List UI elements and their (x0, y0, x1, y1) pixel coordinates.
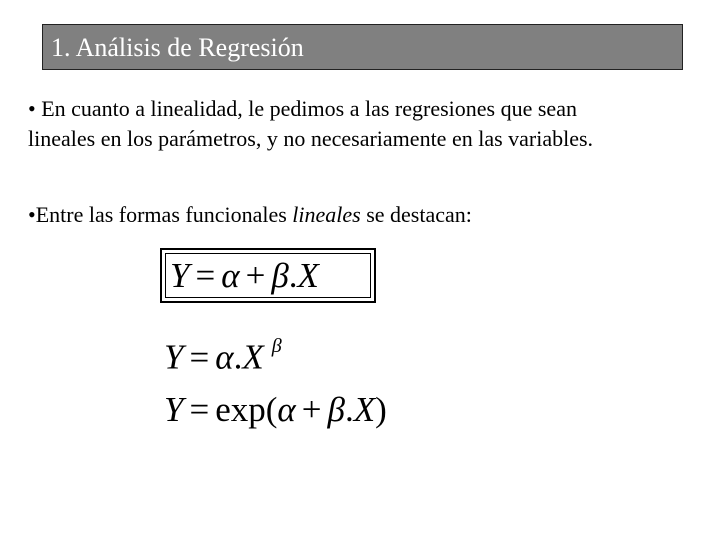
formula-2-equals: = (189, 337, 210, 377)
formula-1-beta: β (271, 256, 289, 295)
bullet-marker: • (28, 202, 36, 227)
formula-exponential (164, 390, 387, 430)
formula-3-alpha: α (277, 390, 296, 429)
formula-2-alpha: α (215, 337, 234, 377)
formula-1-x: X (297, 256, 319, 295)
bullet-marker: • (28, 96, 36, 121)
bullet-2-text-after: se destacan: (360, 202, 472, 227)
slide-title-bar (42, 24, 683, 70)
formula-3-y: Y (164, 390, 184, 429)
slide-title: 1. Análisis de Regresión (51, 33, 304, 62)
formula-2-y: Y (164, 337, 184, 377)
formula-2-dot: . (233, 337, 243, 377)
formula-3-x: X (353, 390, 376, 429)
formula-1-y: Y (170, 256, 190, 295)
bullet-1-text-a: En cuanto a linealidad, le pedimos a las regresiones que sean (41, 96, 577, 121)
formula-1-equals: = (195, 256, 216, 295)
bullet-paragraph-2 (28, 200, 472, 230)
formula-3-beta: β (327, 390, 345, 429)
formula-2-exponent: β (271, 335, 282, 357)
formula-3-close: ) (375, 390, 387, 429)
bullet-2-emphasis: lineales (292, 202, 361, 227)
formula-1-plus: + (245, 256, 266, 295)
bullet-1-line-2: lineales en los parámetros, y no necesariamente en las variables. (28, 126, 594, 151)
formula-1-dot: . (288, 256, 298, 295)
formula-3-equals: = (189, 390, 210, 429)
formula-3-dot: . (344, 390, 354, 429)
bullet-paragraph-1 (28, 94, 593, 154)
formula-3-plus: + (301, 390, 322, 429)
formula-1-alpha: α (221, 256, 240, 295)
formula-linear (170, 256, 319, 296)
formula-2-x: X (242, 337, 264, 377)
formula-3-exp: exp( (215, 390, 278, 429)
bullet-2-text-before: Entre las formas funcionales (35, 202, 293, 227)
formula-power (164, 330, 282, 378)
bullet-1-line-1 (28, 94, 593, 124)
